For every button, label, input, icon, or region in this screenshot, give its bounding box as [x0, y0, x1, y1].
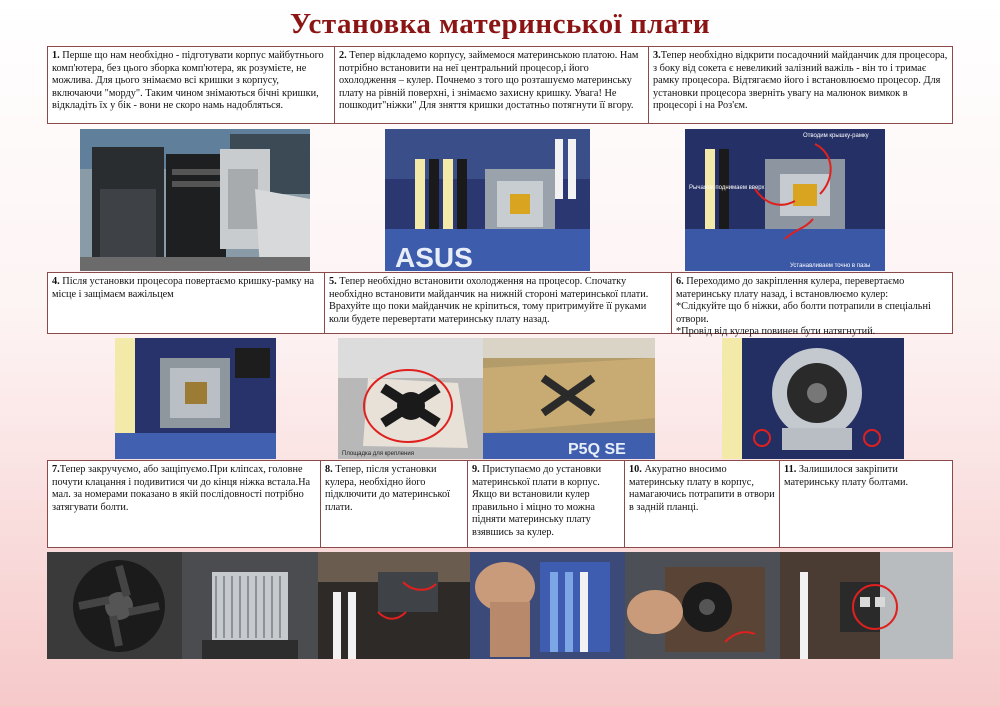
photo-mounting-bracket: [338, 338, 483, 459]
caption-bracket: Площадка для крепления: [342, 451, 414, 457]
photo-cpu-installation: [685, 129, 885, 271]
caption-lever: Рычажок поднимаем вверх: [689, 185, 765, 191]
caption-align: Устанавливаем точно в пазы: [790, 263, 871, 269]
step-2-text: 2. Тепер відкладемо корпусу, займемося материнською платою. Нам потрібно встановити на неї центральний процесор,і його охолодження – кулер. Почнемо з того що розташуємо материнську плату на рівній поверхні, і знімаємо захисну кришку. Увага! Не пошкодит"ніжки" Для зняття кришки достатньо потягнути її вгору.: [334, 46, 649, 124]
step-10-text: 10. Акуратно вносимо материнську плату в корпус, намагаючись потрапити в отвори в задній планці.: [624, 460, 780, 548]
photo-cooler-fan: [47, 552, 182, 659]
step-3-text: 3.Тепер необхідно відкрити посадочний майданчик для процесора, з боку від сокета є невеликий залізний важіль - він то і тримає рамку процесора. Відтягаємо його і встановлюємо процесор. Для установки процесора зверніть увагу на малюнок вимкок в процесорі і на Роз'єм.: [648, 46, 953, 124]
caption-brand: ASUS: [395, 242, 473, 271]
photo-socket-lever-closed: [115, 338, 276, 459]
photo-board-backside: [483, 338, 655, 459]
photo-cooler-installed: [722, 338, 904, 459]
photo-motherboard-socket: [385, 129, 590, 271]
step-6-note-2: *Провід від кулера повинен бути натягнутий.: [676, 326, 876, 338]
step-6-text: 6. Переходимо до закріплення кулера, перевертаємо материнську плату назад, і встановлюємо кулер: *Слідкуйте що б ніжки, або болти потрапили в спеціальні отвори. *Провід від кулера повинен бути натягнутий.: [671, 272, 953, 334]
photo-inserting-board: [625, 552, 780, 659]
photo-fan-connector: [318, 552, 470, 659]
step-8-text: 8. Тепер, після установки кулера, необхідно його підключити до материнської плати.: [320, 460, 468, 548]
photo-computer-case: [80, 129, 310, 271]
step-6-note-1: *Слідкуйте що б ніжки, або болти потрапили в спеціальні отвори.: [676, 301, 931, 325]
photo-heatsink: [182, 552, 318, 659]
step-1-text: 1. Перше що нам необхідно - підготувати корпус майбутнього комп'ютера, без цього зборка комп'ютера, як розумієте, не можлива. Для цього знімаємо всі кришки з корпусу, включаючи "морду". Таким чином знімаються бічні кришки, відкладіть їх у бік - вони не скоро намь надобляться.: [47, 46, 335, 124]
step-9-text: 9. Приступаємо до установки материнської плати в корпус. Якщо ви встановили кулер правильно і міцно то можна підняти материнську плату взявшись за кулер.: [467, 460, 625, 548]
step-5-text: 5. Тепер необхідно встановити охолодження на процесор. Спочатку необхідно встановити майданчик на нижній стороні материнської плати. Врахуйте що поки майданчик не кріпиться, тому притримуйте її руками коли будете перевертати материнську плату назад.: [324, 272, 672, 334]
step-4-text: 4. Після установки процесора повертаємо кришку-рамку на місце і защімаєм важільцем: [47, 272, 325, 334]
page-title: Установка материнської плати: [289, 8, 711, 40]
photo-lifting-board: [470, 552, 625, 659]
photo-screwing-bolts: [780, 552, 953, 659]
caption-frame: Отводим крышку-рамку: [803, 133, 869, 139]
caption-board-model: P5Q SE: [568, 441, 626, 458]
step-7-text: 7.Тепер закручуємо, або защіпуємо.При кліпсах, головне почути клацання і подивитися чи до кінця ніжка встала.На мал. за номерами показано в якій послідовності потрібно затягувати болти.: [47, 460, 321, 548]
step-11-text: 11. Залишилося закріпити материнську плату болтами.: [779, 460, 953, 548]
